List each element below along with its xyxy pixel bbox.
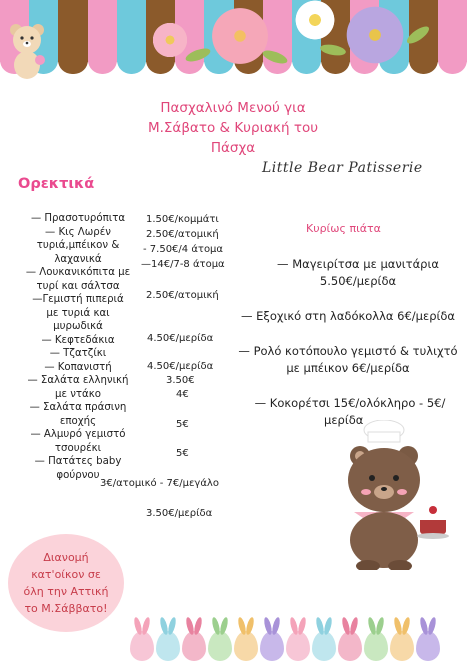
awning-scallop bbox=[409, 52, 438, 74]
cake-icon bbox=[417, 506, 449, 539]
bunny-ear-icon bbox=[375, 617, 385, 636]
bunny-ear-icon bbox=[323, 617, 333, 636]
easter-egg-icon bbox=[156, 631, 180, 661]
main-item bbox=[232, 343, 464, 377]
starter-price: 3€/ατομικό - 7€/μεγάλο bbox=[100, 478, 219, 489]
mains-heading: Κυρίως πιάτα bbox=[306, 222, 381, 235]
starter-price: 4.50€/μερίδα bbox=[147, 361, 214, 372]
starter-price: 3.50€ bbox=[166, 375, 195, 386]
bunny-ear-icon bbox=[349, 617, 359, 636]
easter-egg-icon bbox=[364, 631, 388, 661]
bunny-ear-icon bbox=[245, 617, 255, 636]
starter-item: — Τζατζίκι bbox=[49, 348, 107, 359]
main-item-line: — Ρολό κοτόπουλο γεμιστό & τυλιχτό bbox=[238, 344, 458, 358]
bunny-ear-icon bbox=[427, 617, 437, 636]
title-line-2: Μ.Σάβατο & Κυριακή του bbox=[147, 120, 319, 136]
delivery-line: Διανομή bbox=[43, 551, 89, 564]
starters-heading: Ορεκτικά bbox=[18, 176, 95, 192]
starter-item: με ντάκο bbox=[54, 388, 101, 400]
main-item-line: μερίδα bbox=[324, 413, 364, 427]
main-item bbox=[232, 308, 464, 325]
starter-item: τυρί και σάλτσα bbox=[36, 280, 120, 292]
bunny-ear-icon bbox=[219, 617, 229, 636]
brand-name: Little Bear Patisserie bbox=[262, 160, 423, 176]
delivery-line: όλη την Αττική bbox=[23, 585, 109, 598]
starters-list bbox=[14, 212, 142, 482]
starter-item: λαχανικά bbox=[54, 253, 102, 265]
main-item-line: 5.50€/μερίδα bbox=[319, 274, 397, 288]
easter-egg-icon bbox=[338, 631, 362, 661]
chef-bear-icon bbox=[338, 420, 458, 570]
starter-item: με τυριά και bbox=[46, 307, 110, 319]
title-line-3: Πάσχα bbox=[210, 140, 256, 156]
starter-item: —Γεμιστή πιπεριά bbox=[32, 294, 124, 305]
main-item-line: — Εξοχικό στη λαδόκολλα 6€/μερίδα bbox=[241, 309, 455, 323]
starter-price: 5€ bbox=[176, 448, 189, 459]
starter-item: — Σαλάτα πράσινη bbox=[29, 402, 127, 413]
delivery-text bbox=[24, 549, 109, 617]
flower-icon bbox=[340, 4, 410, 66]
starter-item: μυρωδικά bbox=[53, 321, 103, 332]
starter-item: φούρνου bbox=[56, 469, 100, 481]
easter-egg-icon bbox=[130, 631, 154, 661]
main-item-line: — Κοκορέτσι 15€/ολόκληρο - 5€/ bbox=[254, 396, 446, 410]
starter-price: - 7.50€/4 άτομα bbox=[143, 244, 224, 255]
bunny-ear-icon bbox=[401, 617, 411, 636]
starter-item: τυριά,μπέικον & bbox=[36, 240, 120, 251]
delivery-line: κατ'οίκον σε bbox=[31, 568, 101, 581]
delivery-line: το Μ.Σάββατο! bbox=[24, 602, 108, 615]
starter-item: εποχής bbox=[59, 415, 97, 427]
easter-egg-icon bbox=[208, 631, 232, 661]
starter-price: 2.50€/ατομική bbox=[146, 290, 219, 301]
awning-scallop bbox=[88, 52, 117, 74]
easter-egg-icon bbox=[286, 631, 310, 661]
bunny-ear-icon bbox=[297, 617, 307, 636]
starter-price: 2.50€/ατομική bbox=[146, 229, 219, 240]
starter-price: 3.50€/μερίδα bbox=[146, 508, 213, 519]
easter-eggs-border bbox=[0, 612, 467, 661]
starter-price: 4.50€/μερίδα bbox=[147, 333, 214, 344]
awning-scallop bbox=[58, 52, 87, 74]
easter-egg-icon bbox=[416, 631, 440, 661]
bunny-ear-icon bbox=[193, 617, 203, 636]
starter-item: — Πρασοτυρόπιτα bbox=[30, 213, 126, 224]
starter-price: —14€/7-8 άτομα bbox=[141, 259, 225, 270]
bunny-ear-icon bbox=[141, 617, 151, 636]
easter-egg-icon bbox=[234, 631, 258, 661]
easter-egg-icon bbox=[260, 631, 284, 661]
flower-icon bbox=[150, 20, 190, 60]
starter-item: — Αλμυρό γεμιστό bbox=[30, 429, 126, 440]
starter-item: — Σαλάτα ελληνική bbox=[27, 375, 129, 386]
flower-icon bbox=[290, 0, 340, 40]
menu-title bbox=[108, 98, 358, 158]
awning-scallop bbox=[438, 52, 467, 74]
starter-price: 5€ bbox=[176, 419, 189, 430]
bunny-ear-icon bbox=[271, 617, 281, 636]
starter-item: τσουρέκι bbox=[54, 442, 102, 454]
main-item bbox=[258, 256, 458, 290]
starter-item: — Κις Λωρέν bbox=[45, 226, 111, 238]
starter-item: — Κεφτεδάκια bbox=[41, 334, 115, 346]
easter-egg-icon bbox=[182, 631, 206, 661]
starter-item: — Πατάτες baby bbox=[34, 456, 122, 467]
starter-item: — Κοπανιστή bbox=[44, 361, 112, 373]
teddy-bear-icon bbox=[4, 20, 50, 80]
starter-price: 1.50€/κομμάτι bbox=[146, 214, 219, 225]
starter-price: 4€ bbox=[176, 389, 189, 400]
easter-egg-icon bbox=[390, 631, 414, 661]
starter-item: — Λουκανικόπιτα με bbox=[25, 267, 131, 278]
easter-egg-icon bbox=[312, 631, 336, 661]
main-item-line: — Μαγειρίτσα με μανιτάρια bbox=[277, 257, 439, 271]
awning-scallop bbox=[117, 52, 146, 74]
awning-scallop bbox=[292, 52, 321, 74]
main-item-line: με μπέικον 6€/μερίδα bbox=[286, 361, 410, 375]
title-line-1: Πασχαλινό Μενού για bbox=[160, 100, 306, 116]
bunny-ear-icon bbox=[167, 617, 177, 636]
awning-banner bbox=[0, 0, 467, 80]
